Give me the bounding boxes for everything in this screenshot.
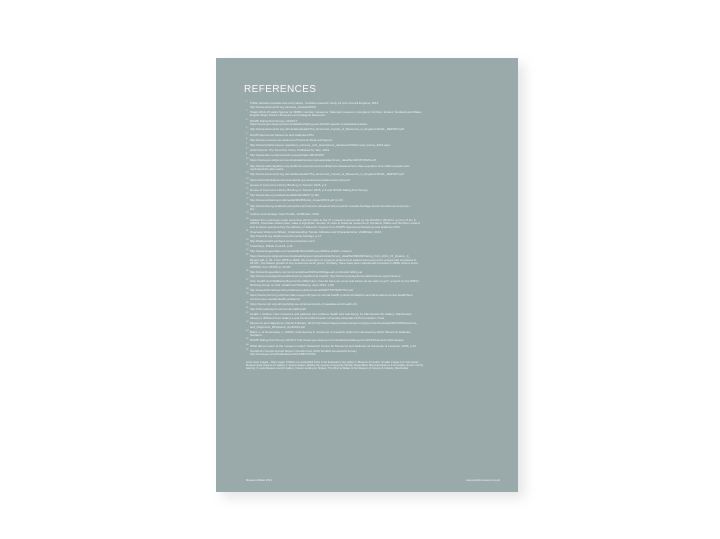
reference-text: House of Commons Library Briefing on Tourism 2015, p.3 and DCMS Taking Part Survey bbox=[250, 189, 368, 192]
reference-item bbox=[246, 165, 500, 172]
reference-text: rembrandt-the-late-works bbox=[250, 168, 284, 172]
reference-number: 14 bbox=[246, 182, 249, 185]
reference-text: https://www.mind.org.uk/information-support/types-of-mental-health-problems/statistics-and-facts-about-mental-health/how- bbox=[250, 293, 414, 297]
reference-number: 26 bbox=[246, 270, 249, 273]
reference-text: Culture and Heritage Topic Profile, VisitBritain, 2010 bbox=[250, 213, 319, 217]
reference-text: http://www.britishmuseum.org/about_us/news_and_press/press_releases/2016/annual_review_2016.aspx bbox=[250, 143, 391, 147]
reference-number: 24 bbox=[246, 249, 249, 252]
reference-text: DCMS Sponsored Museums and Galleries KPIs bbox=[250, 133, 314, 137]
reference-item bbox=[246, 189, 500, 193]
reference-number: 33 bbox=[246, 320, 249, 323]
reference-text: common-are-mental-health-problems/ bbox=[250, 297, 301, 301]
reference-text: http://www.tfl.org.uk/about-and-benefits-heritage, p.17 bbox=[250, 234, 322, 238]
reference-text: Overseas Visitors to Britain, Understanding Trends, Attitudes and Characteristics, VisitBritain, 2010 bbox=[250, 230, 382, 234]
reference-item bbox=[246, 194, 500, 198]
footer-publication: Museums Matter 2014 bbox=[246, 479, 272, 482]
reference-item bbox=[246, 111, 500, 118]
reference-item bbox=[246, 294, 500, 301]
reference-number: 7 bbox=[246, 142, 248, 145]
reference-number: 17 bbox=[246, 198, 249, 201]
reference-item bbox=[246, 245, 500, 249]
reference-number: 2 bbox=[246, 109, 248, 112]
reference-item bbox=[246, 350, 500, 357]
reference-text: 2002/3. Overseas visitors also make a significant number of visits to National museums in Scotland, Wales and Northern Ireland bbox=[250, 222, 420, 226]
reference-text: bn/ bbox=[250, 208, 255, 212]
reference-text: http://www.artscouncil.org.uk/media/uploads/The_Economic_Impact_of_Museums_in_England-FINAL_REPORT.pdf bbox=[250, 173, 404, 177]
reference-number: 11 bbox=[246, 163, 249, 166]
reference-text: What did you learn at the museum today?, Research Centre for Museums and Galleries at University of Leicester, 2006, p.12 bbox=[250, 344, 416, 348]
reference-text: Baird, L. & Greenaway, L. (2009), Volunteering in museums: A research study into volunteering within Museums Galleries bbox=[250, 330, 411, 334]
reference-text: http://www.scotland.gov.uk/media/362453/visit_impact/2013.pdf (p.13) bbox=[250, 199, 343, 203]
reference-text: https://www.gov.uk/government/uploads/system/uploads/attachment_data/file/360009/Taking_Part_2014_15_Quarter_3_ bbox=[250, 255, 411, 259]
reference-text: http://researchbriefings.files.parliament.uk/documents/SN07707/SN07707.pdf bbox=[250, 288, 353, 292]
reference-number: 16 bbox=[246, 193, 249, 196]
reference-text: Scotland's People Annual Report: Results from 2013 Scottish Household Survey bbox=[250, 349, 357, 353]
reference-number: 34 bbox=[246, 329, 249, 332]
reference-item bbox=[246, 303, 500, 307]
reference-text: http://tlaftpoint2/2-portland-communications.com/ bbox=[250, 239, 315, 243]
reference-text: DCMS Taking Part Survey 2016/17 http://www.gov.uk/government/statistics/taking-part-201615-annual-child-release bbox=[250, 339, 404, 343]
reference-text: https://www.nuh.org.uk/nwp/what-we-do/projects/arts-of-wealdale-and-health-chc bbox=[250, 302, 358, 306]
reference-text: Health + Culture: How museums and galleries can enhance health and well-being, by Manchester Art Gallery, Manchester bbox=[250, 313, 412, 317]
reference-number: 30 bbox=[246, 301, 249, 304]
document-page bbox=[216, 58, 518, 492]
reference-item bbox=[246, 173, 500, 177]
reference-text: Public attitudes towards arts and culture, ComRes research study for Arts Council England, 2014 bbox=[250, 102, 379, 105]
reference-text: http://www.artscouncil.org.uk/media/uploads/The_Economic_Impact_of_Museums_in_England-FINAL_REPORT.pdf bbox=[250, 128, 404, 132]
reference-number: 23 bbox=[246, 243, 249, 246]
reference-item bbox=[246, 250, 500, 254]
reference-item bbox=[246, 345, 500, 349]
reference-item bbox=[246, 159, 500, 163]
reference-text: Scotland bbox=[250, 334, 262, 338]
reference-number: 31 bbox=[246, 306, 249, 309]
image-credits bbox=[246, 361, 500, 371]
reference-text: Arts, Health and Wellbeing Beyond the Millennium: how far have we come and where do we want to go?, a report by the RSPH bbox=[250, 280, 419, 283]
reference-text: http://www.gov.scot/Publications/2014/08/7970/11 bbox=[250, 353, 316, 357]
credit-line: Front cover images – Main image: Children on unidentified Cube in the Exploratory City gallery © Museum of London. Smaller images L-R: Ashmolean bbox=[246, 361, 419, 365]
reference-number: 20 bbox=[246, 217, 249, 220]
reference-text: English Major Partner Museums and Glasgow Museums. bbox=[250, 114, 326, 118]
reference-number: 10 bbox=[246, 158, 249, 161]
reference-number: 13 bbox=[246, 177, 249, 180]
reference-text: http://www.tate.org.uk/download/file/fid/44097 (p.60) bbox=[250, 194, 320, 198]
reference-item bbox=[246, 205, 500, 212]
page-title: REFERENCES bbox=[244, 84, 317, 95]
reference-text: and_happiness_DFujiwara_April2013.pdf bbox=[250, 325, 305, 329]
references-list bbox=[246, 102, 500, 357]
footer-website: www.scottishmuseums.org.uk bbox=[465, 479, 500, 482]
reference-text: Report.pdf, p. 61. From 2005 to 2006, the proportion of museum visitors from lowest socio-economic groups had increased to bbox=[250, 258, 417, 262]
reference-text: House of Commons Library Briefing on Tourism 2015, p.3 bbox=[250, 183, 327, 187]
reference-item bbox=[246, 154, 500, 158]
reference-item bbox=[246, 102, 500, 109]
reference-item bbox=[246, 184, 500, 188]
reference-text: https://www.klicdailytourismtoscotland.gov.uk/accommodation/summary.pdf bbox=[250, 178, 350, 182]
reference-text: Museums and Happiness, Daniel Fujiwara, 2013 http://www.happymuseumproject.org/wp-content/uploads/2013/04/Museums_ bbox=[250, 321, 418, 325]
reference-number: 18 bbox=[246, 203, 249, 206]
reference-number: 9 bbox=[246, 153, 248, 156]
reference-number: 35 bbox=[246, 338, 249, 341]
reference-item bbox=[246, 331, 500, 338]
reference-text: http://www.tefl.org.uk/about-us/media-centre/press-releases/new-research-reveals-heritage-tourism-boosts-uk-economy-- bbox=[250, 204, 411, 208]
reference-item bbox=[246, 240, 500, 244]
reference-text: Working Group on Arts, Health and Wellbeing, June 2013, p.58 bbox=[250, 283, 334, 287]
reference-item bbox=[246, 219, 500, 230]
reference-text: Visitors from overseas made more than 22.3m visits to the 17 museums sponsored by the DCMS in 2013/14, up from 8.6m in bbox=[250, 218, 417, 222]
reference-item bbox=[246, 139, 500, 143]
reference-item bbox=[246, 149, 500, 153]
reference-number: 15 bbox=[246, 188, 249, 190]
reference-text: http://www.theguardian.com/world/2015/oct/02/top-exhibition-british-museum bbox=[250, 250, 352, 254]
reference-number: 4 bbox=[246, 127, 248, 130]
reference-item bbox=[246, 308, 500, 312]
reference-text: 2005/06, from 35.8% to 43.0%. bbox=[250, 266, 292, 270]
reference-number: 22 bbox=[246, 238, 249, 241]
reference-number: 27 bbox=[246, 279, 249, 281]
reference-item bbox=[246, 128, 500, 132]
reference-item bbox=[246, 339, 500, 343]
reference-text: 28.3% - the fastest growth of any social economic group. Similarly, there have been substantial increases in BME visitors since bbox=[250, 262, 419, 266]
reference-text: https://www.gov.uk/government/uploads/system/uploads/attachment_data/file/320367/DMS.pdf bbox=[250, 159, 376, 163]
reference-text: https://www.gov.uk/government/statistics/taking-part-201623-quarter-4-statistical-release bbox=[250, 123, 368, 127]
reference-text: http://www.museums.ac.uk/at-your/?content=facts-and-figures bbox=[250, 138, 333, 142]
reference-item bbox=[246, 289, 500, 293]
reference-text: http://www.campaignforsocialinclusions.org/tbmd-to-health/; http://www.campaignforsocialinclusions.org/inclusion/ bbox=[250, 274, 401, 278]
reference-item bbox=[246, 120, 500, 127]
reference-number: 21 bbox=[246, 229, 249, 232]
reference-number: 8 bbox=[246, 148, 248, 151]
reference-item bbox=[246, 179, 500, 183]
reference-number: 6 bbox=[246, 137, 248, 140]
reference-number: 29 bbox=[246, 292, 249, 295]
reference-text: http://www.tate.co.uk/research-research/tate-2013/2015 bbox=[250, 154, 324, 158]
reference-item bbox=[246, 199, 500, 203]
reference-text: Artist Rooms: The First Five Years, Published by Tate, 2013 bbox=[250, 149, 330, 153]
reference-item bbox=[246, 144, 500, 148]
reference-number: 19 bbox=[246, 212, 249, 215]
reference-item bbox=[246, 231, 500, 238]
reference-item bbox=[246, 271, 500, 278]
reference-item bbox=[246, 255, 500, 269]
credit-line: Museum Early Autumn Art Gallery © James Hudson; Making the museum community friendly: Royal Albert Memorial Museum & Art Gallery, Exeter. Family bbox=[246, 364, 424, 368]
reference-item bbox=[246, 280, 500, 287]
reference-text: DCMS Taking Part Survey, 2016/17 bbox=[250, 119, 298, 123]
reference-number: 1 bbox=[246, 101, 248, 103]
reference-text: http://www.theguardian.com/commentisfree/2016/oct/04/age-art-rembrandt-felling-up bbox=[250, 271, 363, 275]
reference-text: Totals 2014-15 visitor figures for NMDC member museums: National museums in England, Northern Ireland, Scotland and Wales; bbox=[250, 110, 422, 114]
reference-item bbox=[246, 313, 500, 320]
reference-item bbox=[246, 213, 500, 217]
reference-number: 25 bbox=[246, 254, 249, 257]
page-footer bbox=[246, 479, 500, 482]
reference-number: 28 bbox=[246, 287, 249, 290]
reference-text: http://vtft.peakpsych.com/content/2011/4/0 bbox=[250, 307, 307, 311]
reference-number: 32 bbox=[246, 312, 249, 315]
reference-item bbox=[246, 134, 500, 138]
reference-number: 37 bbox=[246, 348, 249, 351]
credit-line: learning © Lewis Museum and Art Gallery; Curator working on Shakes: The Wind as Maker at the Museum of Science & Industry, Manchester. bbox=[246, 367, 409, 371]
reference-number: 3 bbox=[246, 118, 248, 121]
reference-text: http://www.artscouncil.org.uk/news_release/2013/ bbox=[250, 105, 316, 109]
reference-number: 12 bbox=[246, 172, 249, 175]
reference-text: http://www.nationalgallery.org.uk/about-us/press-and-media/press-releases/more-than-a-quarter-of-a-million-people-visit- bbox=[250, 164, 410, 168]
reference-text: and to those sponsored by the Ministry of Defence. Figures from DCMS Sponsored Museums and Galleries KPIs. bbox=[250, 225, 401, 229]
reference-text: Museum, Whitworth Art Gallery Local Control Manchester University Hospitals NHS Foundation Trust bbox=[250, 316, 385, 320]
reference-number: 5 bbox=[246, 132, 248, 135]
reference-number: 36 bbox=[246, 343, 249, 346]
reference-text: Trust Pays, British Council, p.12 bbox=[250, 244, 293, 248]
reference-item bbox=[246, 322, 500, 329]
